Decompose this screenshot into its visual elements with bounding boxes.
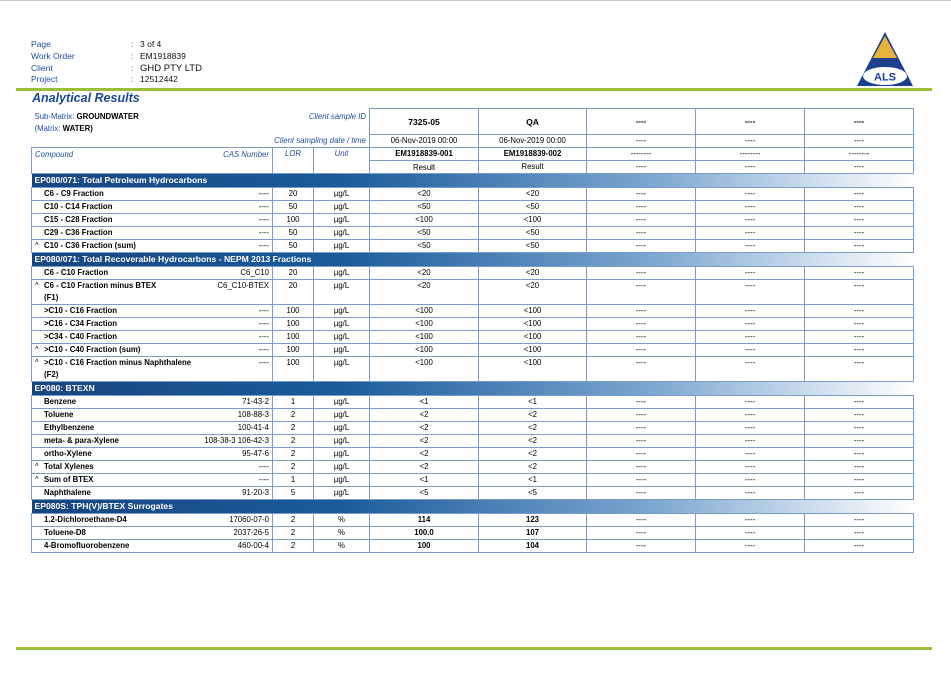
result-value: ---- [587, 305, 696, 318]
header-project: Project : 12512442 [31, 74, 178, 85]
unit-value: µg/L [314, 409, 370, 422]
compound-cell [32, 214, 273, 227]
unit-value: µg/L [314, 435, 370, 448]
result-value: <20 [370, 188, 479, 201]
result-value: 107 [479, 527, 587, 540]
unit-value: % [314, 540, 370, 553]
cas-number: ---- [258, 358, 269, 367]
unit-value: µg/L [314, 344, 370, 357]
result-row [32, 461, 914, 474]
lor-value: 2 [273, 514, 314, 527]
compound-name: Naphthalene [44, 488, 91, 497]
result-value: ---- [696, 240, 805, 253]
result-value: <5 [370, 487, 479, 500]
header-row-result: Result Result ---- ---- ---- [32, 161, 914, 174]
section-header [32, 382, 914, 396]
compound-name: 4-Bromofluorobenzene [44, 541, 130, 550]
result-value: <20 [370, 280, 479, 305]
result-value: ---- [805, 227, 914, 240]
compound-name: Ethylbenzene [44, 423, 95, 432]
result-value: <2 [479, 435, 587, 448]
result-value: ---- [805, 527, 914, 540]
result-value: ---- [805, 305, 914, 318]
cas-number: ---- [258, 215, 269, 224]
section-title: EP080S: TPH(V)/BTEX Surrogates [32, 500, 914, 514]
lab-id-1: EM1918839-001 [370, 148, 479, 161]
brand-bar-bottom [16, 647, 932, 650]
header-client: Client : GHD PTY LTD [31, 62, 202, 74]
result-value: 104 [479, 540, 587, 553]
compound-name-suffix: (F2) [44, 370, 59, 379]
compound-cell [32, 267, 273, 280]
result-row [32, 514, 914, 527]
lor-value: 100 [273, 357, 314, 382]
result-row [32, 422, 914, 435]
section-header [32, 500, 914, 514]
cas-number: ---- [258, 462, 269, 471]
result-value: <2 [479, 461, 587, 474]
lor-value: 1 [273, 396, 314, 409]
result-value: <2 [370, 435, 479, 448]
lor-value: 100 [273, 305, 314, 318]
result-value: ---- [805, 318, 914, 331]
result-value: ---- [805, 396, 914, 409]
result-value: <100 [479, 357, 587, 382]
header-row-sample-id: Sub-Matrix: GROUNDWATER (Matrix: WATER) Client sample ID 7325-05 QA ---- ---- ---- [32, 109, 914, 135]
unit-value: µg/L [314, 214, 370, 227]
cas-number: 100-41-4 [237, 423, 269, 432]
result-value: ---- [696, 448, 805, 461]
result-row [32, 540, 914, 553]
compound-name: >C34 - C40 Fraction [44, 332, 118, 341]
result-value: ---- [805, 422, 914, 435]
compound-cell [32, 422, 273, 435]
compound-name: C6 - C10 Fraction [44, 268, 109, 277]
cas-number: ---- [258, 228, 269, 237]
page-title: Analytical Results [32, 91, 140, 105]
lor-value: 2 [273, 448, 314, 461]
result-value: <100 [479, 305, 587, 318]
cas-number: ---- [258, 202, 269, 211]
compound-cell [32, 409, 273, 422]
cas-number: 460-00-4 [237, 541, 269, 550]
lor-value: 100 [273, 318, 314, 331]
sample-id-4: ---- [696, 109, 805, 135]
lor-value: 20 [273, 188, 314, 201]
compound-cell [32, 435, 273, 448]
cas-number: ---- [258, 306, 269, 315]
result-value: ---- [696, 514, 805, 527]
result-value: ---- [696, 214, 805, 227]
lor-label: LOR [273, 148, 314, 174]
compound-name: C15 - C28 Fraction [44, 215, 113, 224]
unit-value: µg/L [314, 396, 370, 409]
result-value: ---- [587, 487, 696, 500]
cas-number: 108-38-3 106-42-3 [204, 436, 269, 445]
result-value: <100 [370, 344, 479, 357]
compound-name: Benzene [44, 397, 77, 406]
section-title: EP080/071: Total Petroleum Hydrocarbons [32, 174, 914, 188]
results-body [32, 174, 914, 553]
result-value: ---- [696, 487, 805, 500]
lor-value: 50 [273, 201, 314, 214]
result-value: ---- [696, 435, 805, 448]
result-value: ---- [696, 422, 805, 435]
result-value: ---- [805, 514, 914, 527]
result-row [32, 267, 914, 280]
result-row [32, 227, 914, 240]
result-row [32, 318, 914, 331]
unit-value: µg/L [314, 201, 370, 214]
lor-value: 5 [273, 487, 314, 500]
result-value: 123 [479, 514, 587, 527]
cas-number: ---- [258, 475, 269, 484]
compound-name: Toluene [44, 410, 74, 419]
result-value: ---- [696, 357, 805, 382]
result-value: <100 [479, 331, 587, 344]
header-page: Page : 3 of 4 [31, 39, 162, 49]
cas-number: ---- [258, 241, 269, 250]
compound-cell: ^ >C10 - C40 Fraction (sum) ---- [32, 344, 273, 357]
lor-value: 100 [273, 214, 314, 227]
result-row [32, 357, 914, 382]
sample-id-2: QA [479, 109, 587, 135]
lor-value: 50 [273, 227, 314, 240]
unit-label: Unit [314, 148, 370, 174]
compound-label: Compound [35, 150, 74, 159]
result-row [32, 331, 914, 344]
cas-number: ---- [258, 319, 269, 328]
section-title: EP080: BTEXN [32, 382, 914, 396]
result-value: ---- [696, 344, 805, 357]
unit-value: µg/L [314, 357, 370, 382]
unit-value: µg/L [314, 267, 370, 280]
result-value: ---- [587, 461, 696, 474]
compound-name: >C10 - C40 Fraction (sum) [44, 345, 141, 354]
result-value: ---- [696, 188, 805, 201]
result-value: <100 [370, 214, 479, 227]
result-value: <50 [370, 201, 479, 214]
compound-name: >C10 - C16 Fraction minus Naphthalene [44, 358, 192, 367]
header-row-sampling-date: Client sampling date / time 06-Nov-2019 00:00 06-Nov-2019 00:00 ---- ---- ---- [32, 135, 914, 148]
result-row [32, 435, 914, 448]
compound-cell [32, 201, 273, 214]
result-value: <1 [370, 474, 479, 487]
result-value: <20 [479, 280, 587, 305]
lor-value: 2 [273, 409, 314, 422]
compound-cell [32, 318, 273, 331]
result-value: ---- [696, 474, 805, 487]
result-value: <2 [479, 422, 587, 435]
result-row [32, 188, 914, 201]
sample-id-5: ---- [805, 109, 914, 135]
result-value: <50 [479, 240, 587, 253]
result-value: ---- [805, 344, 914, 357]
lor-value: 1 [273, 474, 314, 487]
result-row [32, 396, 914, 409]
cas-number: ---- [258, 189, 269, 198]
result-value: ---- [805, 448, 914, 461]
unit-value: µg/L [314, 240, 370, 253]
result-row [32, 344, 914, 357]
result-value: ---- [587, 474, 696, 487]
unit-value: % [314, 514, 370, 527]
result-row [32, 201, 914, 214]
result-value: ---- [696, 280, 805, 305]
result-value: <1 [479, 474, 587, 487]
compound-cell: ^ C10 - C36 Fraction (sum) ---- [32, 240, 273, 253]
result-value: ---- [696, 305, 805, 318]
lor-value: 2 [273, 527, 314, 540]
cas-number-label: CAS Number [223, 150, 269, 159]
result-value: <100 [479, 318, 587, 331]
result-value: ---- [587, 280, 696, 305]
result-value: ---- [696, 409, 805, 422]
result-value: <100 [370, 305, 479, 318]
result-value: ---- [696, 540, 805, 553]
section-header [32, 174, 914, 188]
compound-name: C6 - C10 Fraction minus BTEX [44, 281, 157, 290]
compound-name: >C10 - C16 Fraction [44, 306, 118, 315]
client-sample-id-label: Client sample ID [308, 111, 367, 121]
cas-number: 17060-07-0 [229, 515, 269, 524]
unit-value: µg/L [314, 487, 370, 500]
unit-value: % [314, 527, 370, 540]
sample-id-3: ---- [587, 109, 696, 135]
compound-name: 1.2-Dichloroethane-D4 [44, 515, 127, 524]
client-sampling-label: Client sampling date / time [32, 135, 370, 148]
lor-value: 2 [273, 435, 314, 448]
compound-name: Toluene-D8 [44, 528, 86, 537]
result-value: ---- [805, 474, 914, 487]
result-value: ---- [587, 357, 696, 382]
result-value: <50 [370, 240, 479, 253]
unit-value: µg/L [314, 422, 370, 435]
result-value: <100 [479, 344, 587, 357]
result-value: ---- [696, 267, 805, 280]
cas-number: 2037-26-5 [233, 528, 269, 537]
result-value: ---- [587, 448, 696, 461]
result-value: <100 [370, 357, 479, 382]
cas-number: ---- [258, 345, 269, 354]
unit-value: µg/L [314, 227, 370, 240]
compound-cell [32, 331, 273, 344]
compound-name: C6 - C9 Fraction [44, 189, 104, 198]
result-value: ---- [696, 527, 805, 540]
result-value: ---- [587, 514, 696, 527]
result-value: <1 [479, 396, 587, 409]
compound-cell: ^ C6 - C10 Fraction minus BTEX C6_C10-BTEX (F1) [32, 280, 273, 305]
result-value: ---- [805, 240, 914, 253]
compound-cell [32, 540, 273, 553]
result-value: <20 [370, 267, 479, 280]
lor-value: 20 [273, 280, 314, 305]
compound-name: Total Xylenes [44, 462, 94, 471]
result-value: 100 [370, 540, 479, 553]
compound-name: >C16 - C34 Fraction [44, 319, 118, 328]
result-value: ---- [696, 318, 805, 331]
lor-value: 2 [273, 422, 314, 435]
result-value: <2 [370, 461, 479, 474]
compound-cell [32, 514, 273, 527]
result-value: <2 [370, 409, 479, 422]
result-row [32, 448, 914, 461]
result-value: ---- [587, 267, 696, 280]
result-value: ---- [587, 435, 696, 448]
compound-cell [32, 227, 273, 240]
section-title: EP080/071: Total Recoverable Hydrocarbons - NEPM 2013 Fractions [32, 253, 914, 267]
unit-value: µg/L [314, 461, 370, 474]
result-value: ---- [587, 201, 696, 214]
cas-number: ---- [258, 332, 269, 341]
compound-cell: ^ Sum of BTEX ---- [32, 474, 273, 487]
cas-number: 95-47-6 [242, 449, 269, 458]
unit-value: µg/L [314, 305, 370, 318]
result-value: ---- [805, 280, 914, 305]
cas-number: 108-88-3 [237, 410, 269, 419]
compound-cell [32, 487, 273, 500]
unit-value: µg/L [314, 318, 370, 331]
compound-name: meta- & para-Xylene [44, 436, 119, 445]
result-value: ---- [805, 487, 914, 500]
result-value: <2 [479, 448, 587, 461]
lor-value: 100 [273, 331, 314, 344]
result-value: ---- [805, 188, 914, 201]
compound-name: C10 - C14 Fraction [44, 202, 113, 211]
lab-id-2: EM1918839-002 [479, 148, 587, 161]
result-value: ---- [805, 331, 914, 344]
header-work-order: Work Order : EM1918839 [31, 50, 186, 61]
result-value: ---- [587, 240, 696, 253]
unit-value: µg/L [314, 280, 370, 305]
result-value: ---- [587, 344, 696, 357]
cas-number: C6_C10 [240, 268, 269, 277]
compound-cell: ^ >C10 - C16 Fraction minus Naphthalene ---- (F2) [32, 357, 273, 382]
result-value: <20 [479, 267, 587, 280]
result-value: ---- [587, 409, 696, 422]
result-value: ---- [805, 540, 914, 553]
result-value: ---- [587, 214, 696, 227]
results-table [31, 108, 914, 553]
result-value: ---- [587, 318, 696, 331]
result-row [32, 487, 914, 500]
result-value: ---- [805, 201, 914, 214]
unit-value: µg/L [314, 474, 370, 487]
result-value: ---- [587, 227, 696, 240]
compound-cell [32, 188, 273, 201]
compound-name: ortho-Xylene [44, 449, 92, 458]
result-value: <5 [479, 487, 587, 500]
result-value: <2 [370, 422, 479, 435]
lor-value: 20 [273, 267, 314, 280]
section-header [32, 253, 914, 267]
compound-name: Sum of BTEX [44, 475, 94, 484]
lor-value: 100 [273, 344, 314, 357]
result-value: ---- [587, 540, 696, 553]
result-value: ---- [805, 435, 914, 448]
result-value: ---- [587, 396, 696, 409]
result-row [32, 409, 914, 422]
result-value: ---- [587, 188, 696, 201]
result-value: ---- [696, 461, 805, 474]
compound-cell [32, 305, 273, 318]
result-value: <2 [370, 448, 479, 461]
result-value: ---- [587, 331, 696, 344]
result-value: <2 [479, 409, 587, 422]
result-value: <50 [479, 201, 587, 214]
top-border [0, 0, 951, 1]
report-header [31, 39, 202, 86]
brand-bar-top [16, 88, 932, 91]
result-row [32, 214, 914, 227]
cas-number: 71-43-2 [242, 397, 269, 406]
lor-value: 50 [273, 240, 314, 253]
cas-number: C6_C10-BTEX [217, 281, 269, 290]
result-value: <50 [370, 227, 479, 240]
logo-text: ALS [874, 71, 896, 84]
result-row [32, 527, 914, 540]
sample-id-1: 7325-05 [370, 109, 479, 135]
lor-value: 2 [273, 461, 314, 474]
result-value: ---- [805, 357, 914, 382]
result-value: ---- [805, 214, 914, 227]
result-value: ---- [696, 396, 805, 409]
result-value: 100.0 [370, 527, 479, 540]
compound-cell [32, 527, 273, 540]
unit-value: µg/L [314, 188, 370, 201]
result-value: ---- [805, 267, 914, 280]
result-value: ---- [805, 461, 914, 474]
compound-cell [32, 448, 273, 461]
als-logo-icon [855, 30, 915, 88]
compound-name: C29 - C36 Fraction [44, 228, 113, 237]
unit-value: µg/L [314, 448, 370, 461]
compound-name-suffix: (F1) [44, 293, 59, 302]
result-value: ---- [696, 227, 805, 240]
result-value: <1 [370, 396, 479, 409]
result-value: <100 [370, 318, 479, 331]
result-value: <100 [479, 214, 587, 227]
lor-value: 2 [273, 540, 314, 553]
cas-number: 91-20-3 [242, 488, 269, 497]
result-value: ---- [696, 331, 805, 344]
unit-value: µg/L [314, 331, 370, 344]
result-row [32, 474, 914, 487]
result-value: <50 [479, 227, 587, 240]
result-value: ---- [805, 409, 914, 422]
result-value: <20 [479, 188, 587, 201]
result-value: ---- [696, 201, 805, 214]
result-row [32, 305, 914, 318]
header-row-compound: Compound CAS Number LOR Unit EM1918839-001 EM1918839-002 -------- -------- -------- [32, 148, 914, 161]
result-value: 114 [370, 514, 479, 527]
result-value: ---- [587, 422, 696, 435]
result-row [32, 280, 914, 305]
compound-name: C10 - C36 Fraction (sum) [44, 241, 136, 250]
compound-cell [32, 396, 273, 409]
result-value: ---- [587, 527, 696, 540]
compound-cell: ^ Total Xylenes ---- [32, 461, 273, 474]
result-value: <100 [370, 331, 479, 344]
result-row [32, 240, 914, 253]
